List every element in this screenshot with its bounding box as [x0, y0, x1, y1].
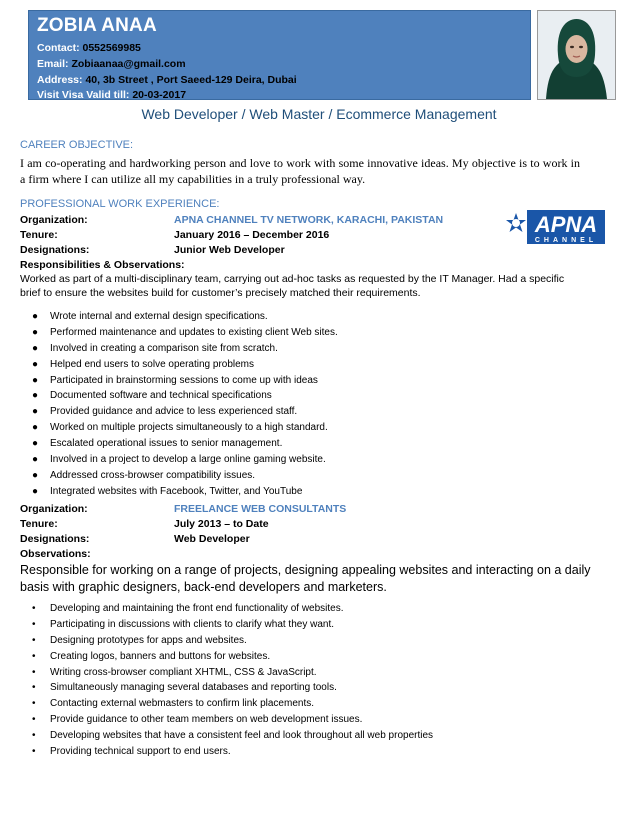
list-item: [20, 404, 338, 420]
bullet-icon: ●: [32, 358, 39, 370]
list-item-text: Developing and maintaining the front end functionality of websites.: [50, 603, 344, 614]
contact-value: 0552569985: [82, 42, 141, 54]
job1-responsibilities-text: Worked as part of a multi-disciplinary team, carrying out ad-hoc tasks as requested by the IT Manager. Had a specific brief to ensure the websites build for customer’s precisely matched their requirements.: [20, 273, 565, 299]
list-item-text: Writing cross-browser compliant XHTML, CSS & JavaScript.: [50, 666, 317, 678]
bullet-icon: •: [32, 698, 36, 710]
list-item: [20, 696, 433, 712]
bullet-icon: •: [32, 666, 36, 678]
apna-channel-logo: [505, 207, 608, 247]
list-item: [20, 484, 338, 500]
list-item: [20, 420, 338, 436]
bullet-icon: ●: [32, 342, 39, 354]
job2-duties-list: [20, 601, 433, 760]
bullet-icon: •: [32, 634, 36, 646]
bullet-icon: ●: [32, 469, 39, 481]
list-item: [20, 309, 338, 325]
bullet-icon: ●: [32, 406, 39, 418]
email-label: Email:: [37, 58, 72, 70]
experience-title: PROFESSIONAL WORK EXPERIENCE:: [20, 198, 220, 210]
list-item: [20, 452, 338, 468]
tenure-value: July 2013 – to Date: [174, 518, 269, 530]
bullet-icon: •: [32, 650, 36, 662]
designation-label: Designations:: [20, 533, 90, 545]
apna-logo-subtext: CHANNEL: [534, 237, 598, 244]
list-item-text: Designing prototypes for apps and websites.: [50, 634, 247, 646]
list-item: [20, 468, 338, 484]
list-item-text: Providing technical support to end users.: [50, 746, 231, 758]
career-objective-title: CAREER OBJECTIVE:: [20, 139, 134, 151]
list-item: [20, 680, 433, 696]
bullet-icon: ●: [32, 374, 39, 386]
list-item-text: Involved in creating a comparison site from scratch.: [50, 342, 278, 354]
list-item-text: Developing websites that have a consistent feel and look throughout all web properties: [50, 730, 434, 742]
career-objective-text: I am co-operating and hardworking person and love to work with some innovative ideas. My objective is to work in a firm where I can utilize all my capabilities in a truly professional way.: [20, 156, 580, 186]
list-item: [20, 357, 338, 373]
bullet-icon: •: [32, 618, 36, 630]
address-label: Address:: [37, 74, 86, 86]
org-value: FREELANCE WEB CONSULTANTS: [174, 503, 347, 515]
candidate-name: ZOBIA ANAA: [37, 15, 157, 36]
list-item-text: Documented software and technical specifications: [50, 390, 272, 402]
list-item-text: Integrated websites with Facebook, Twitter, and YouTube: [50, 485, 303, 497]
address-value: 40, 3b Street , Port Saeed-129 Deira, Dubai: [85, 74, 297, 86]
list-item: [20, 341, 338, 357]
bullet-icon: ●: [32, 311, 39, 322]
list-item-text: Creating logos, banners and buttons for websites.: [50, 650, 271, 662]
email-value: Zobiaanaa@gmail.com: [71, 58, 186, 70]
list-item: [20, 633, 433, 649]
list-item-text: Contacting external webmasters to confirm link placements.: [50, 698, 315, 710]
list-item: [20, 744, 433, 760]
list-item-text: Wrote internal and external design specifications.: [50, 311, 268, 322]
contact-line: [37, 42, 141, 54]
list-item-text: Provide guidance to other team members on web development issues.: [50, 714, 363, 726]
bullet-icon: •: [32, 682, 36, 694]
bullet-icon: ●: [32, 390, 39, 402]
designation-value: Web Developer: [174, 533, 250, 545]
job2-observations-text: Responsible for working on a range of projects, designing appealing websites and interacting on a daily basis with graphic designers, back-end developers and marketers.: [20, 563, 591, 594]
profile-photo: [537, 10, 616, 100]
designation-value: Junior Web Developer: [174, 244, 285, 256]
list-item: [20, 617, 433, 633]
bullet-icon: •: [32, 714, 36, 726]
list-item-text: Simultaneously managing several databases and reporting tools.: [50, 682, 337, 694]
list-item: [20, 728, 433, 744]
list-item: [20, 665, 433, 681]
list-item: [20, 601, 433, 617]
tenure-label: Tenure:: [20, 229, 58, 241]
list-item: [20, 373, 338, 389]
bullet-icon: ●: [32, 454, 39, 466]
bullet-icon: ●: [32, 438, 39, 450]
bullet-icon: •: [32, 730, 36, 742]
apna-logo-text: APNA: [534, 212, 598, 237]
list-item-text: Helped end users to solve operating problems: [50, 358, 255, 370]
job1-duties-list: [20, 309, 338, 500]
bullet-icon: •: [32, 603, 36, 614]
visa-value: 20-03-2017: [132, 89, 187, 101]
bullet-icon: ●: [32, 485, 39, 497]
list-item-text: Performed maintenance and updates to existing client Web sites.: [50, 326, 338, 338]
list-item: [20, 325, 338, 341]
list-item: [20, 712, 433, 728]
list-item: [20, 436, 338, 452]
list-item-text: Participated in brainstorming sessions to come up with ideas: [50, 374, 318, 386]
contact-header: [28, 10, 531, 100]
list-item-text: Escalated operational issues to senior management.: [50, 438, 283, 450]
contact-label: Contact:: [37, 42, 83, 54]
email-line: [37, 58, 186, 70]
designation-label: Designations:: [20, 244, 90, 256]
org-label: Organization:: [20, 503, 88, 515]
address-line: [37, 74, 297, 86]
org-label: Organization:: [20, 214, 88, 226]
visa-label: Visit Visa Valid till:: [37, 89, 133, 101]
list-item: [20, 388, 338, 404]
bullet-icon: ●: [32, 326, 39, 338]
job2-observations-label: Observations:: [20, 548, 91, 560]
visa-line: [37, 89, 186, 101]
list-item-text: Worked on multiple projects simultaneously to a high standard.: [50, 422, 328, 434]
job1-responsibilities-label: Responsibilities & Observations:: [20, 259, 185, 271]
list-item-text: Provided guidance and advice to less experienced staff.: [50, 406, 298, 418]
list-item-text: Involved in a project to develop a large online gaming website.: [50, 454, 326, 466]
tenure-value: January 2016 – December 2016: [174, 229, 330, 241]
org-value: APNA CHANNEL TV NETWORK, KARACHI, PAKISTAN: [174, 214, 444, 226]
tenure-label: Tenure:: [20, 518, 58, 530]
list-item-text: Addressed cross-browser compatibility issues.: [50, 469, 256, 481]
bullet-icon: •: [32, 746, 36, 758]
list-item: [20, 649, 433, 665]
list-item-text: Participating in discussions with clients to clarify what they want.: [50, 618, 335, 630]
bullet-icon: ●: [32, 422, 39, 434]
job-headline: Web Developer / Web Master / Ecommerce Management: [141, 106, 497, 122]
